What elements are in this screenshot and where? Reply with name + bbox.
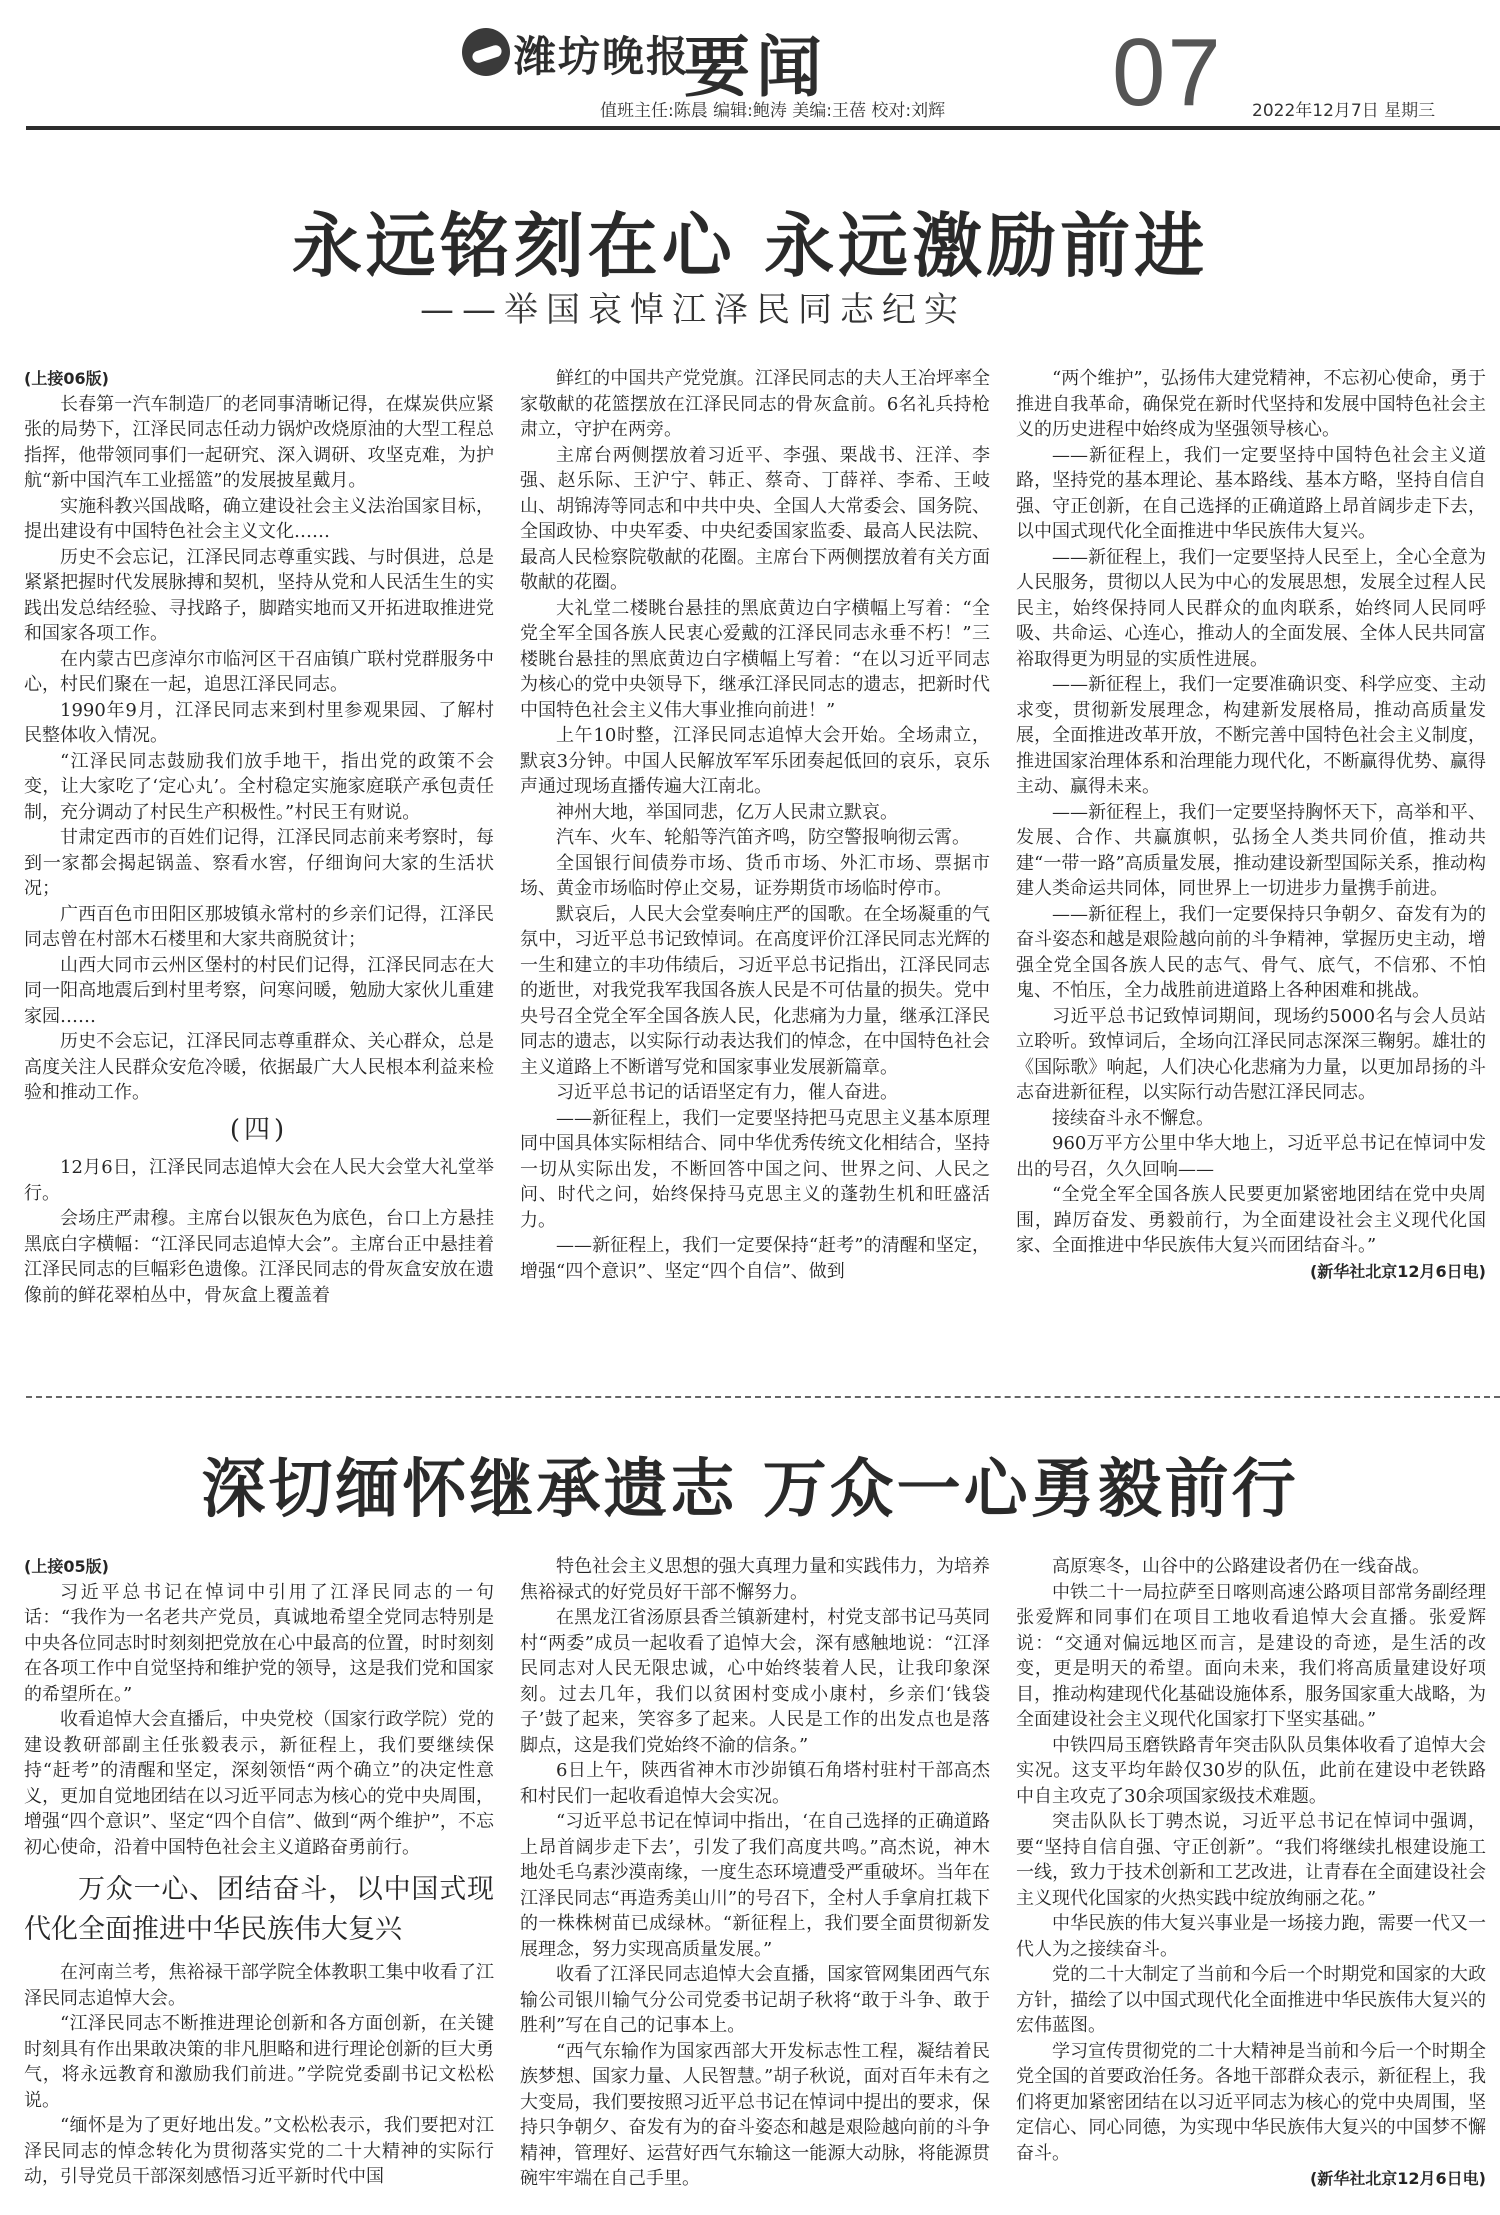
- paragraph: 广西百色市田阳区那坡镇永常村的乡亲们记得，江泽民同志曾在村部木石楼里和大家共商脱贫计；: [24, 903, 494, 950]
- paragraph: 在河南兰考，焦裕禄干部学院全体教职工集中收看了江泽民同志追悼大会。: [24, 1962, 494, 2009]
- paragraph: 中铁二十一局拉萨至日喀则高速公路项目部常务副经理张爱辉和同事们在项目工地收看追悼大会直播。张爱辉说：“交通对偏远地区而言，是建设的奇迹，是生活的改变，更是明天的希望。面向未来，我们将高质量建设好项目，推动构建现代化基础设施体系，服务国家重大战略，为全面建设社会主义现代化国家打下坚实基础。”: [1016, 1581, 1486, 1730]
- paragraph: 在内蒙古巴彦淖尔市临河区干召庙镇广联村党群服务中心，村民们聚在一起，追思江泽民同志。: [24, 648, 494, 695]
- newspaper-name: 潍坊晚报: [514, 32, 691, 81]
- article1-column-1: [24, 366, 494, 1376]
- newspaper-logo-icon: [462, 28, 510, 76]
- paragraph: “缅怀是为了更好地出发。”文松松表示，我们要把对江泽民同志的悼念转化为贯彻落实党的二十大精神的实际行动，引导党员干部深刻感悟习近平新时代中国: [24, 2115, 494, 2187]
- paragraph: 习近平总书记的话语坚定有力，催人奋进。: [556, 1082, 898, 1103]
- paragraph: “江泽民同志不断推进理论创新和各方面创新，在关键时刻具有作出果敢决策的非凡胆略和进行理论创新的巨大勇气，将永远教育和激励我们前进。”学院党委副书记文松松说。: [24, 2013, 494, 2111]
- paragraph: 山西大同市云州区堡村的村民们记得，江泽民同志在大同一阳高地震后到村里考察，问寒问暖，勉励大家伙儿重建家园……: [24, 954, 494, 1027]
- continued-from-tag: (上接05版): [24, 1557, 109, 1576]
- article2-column-1: [24, 1554, 494, 2215]
- paragraph: “江泽民同志鼓励我们放手地干，指出党的政策不会变，让大家吃了‘定心丸’。全村稳定实施家庭联产承包责任制，充分调动了村民生产积极性。”村民王有财说。: [24, 750, 494, 823]
- paragraph: “西气东输作为国家西部大开发标志性工程，凝结着民族梦想、国家力量、人民智慧。”胡子秋说，面对百年未有之大变局，我们要按照习近平总书记在悼词中提出的要求，保持只争朝夕、奋发有为的奋斗姿态和越是艰险越向前的斗争精神，管理好、运营好西气东输这一能源大动脉，将能源贯碗牢牢端在自己手里。: [520, 2040, 990, 2189]
- paragraph: 默哀后，人民大会堂奏响庄严的国歌。在全场凝重的气氛中，习近平总书记致悼词。在高度评价江泽民同志光辉的一生和建立的丰功伟绩后，习近平总书记指出，江泽民同志的逝世，对我党我军我国各族人民是不可估量的损失。党中央号召全党全军全国各族人民，化悲痛为力量，继承江泽民同志的遗志，以实际行动表达我们的悼念，在中国特色社会主义道路上不断谱写党和国家事业发展新篇章。: [520, 903, 990, 1078]
- paragraph: 960万平方公里中华大地上，习近平总书记在悼词中发出的号召，久久回响——: [1016, 1133, 1486, 1180]
- paragraph: 中华民族的伟大复兴事业是一场接力跑，需要一代又一代人为之接续奋斗。: [1016, 1913, 1486, 1960]
- article2-col1-after-paragraphs: [24, 1960, 494, 2190]
- staff-credits: 值班主任:陈晨 编辑:鲍涛 美编:王蓓 校对:刘辉: [600, 101, 946, 121]
- paragraph: 在黑龙江省汤原县香兰镇新建村，村党支部书记马英同村“两委”成员一起收看了追悼大会，深有感触地说：“江泽民同志对人民无限忠诚，心中始终装着人民，让我印象深刻。过去几年，我们以贫困村变成小康村，乡亲们‘钱袋子’鼓了起来，笑容多了起来。人民是工作的出发点也是落脚点，这是我们党始终不渝的信条。”: [520, 1607, 990, 1756]
- paragraph: 特色社会主义思想的强大真理力量和实践伟力，为培养焦裕禄式的好党员好干部不懈努力。: [520, 1556, 990, 1603]
- article1-col1-paragraphs: [24, 392, 494, 1106]
- article2-col2-paragraphs: [520, 1554, 990, 2192]
- paragraph: ——新征程上，我们一定要坚持把马克思主义基本原理同中国具体实际相结合、同中华优秀传统文化相结合，坚持一切从实际出发，不断回答中国之问、世界之问、人民之问、时代之问，始终保持马克思主义的蓬勃生机和旺盛活力。: [520, 1107, 990, 1231]
- article1-headline: 永远铭刻在心 永远激励前进: [291, 205, 1209, 287]
- paragraph: ——新征程上，我们一定要保持只争朝夕、奋发有为的奋斗姿态和越是艰险越向前的斗争精神，掌握历史主动，增强全党全国各族人民的志气、骨气、底气，不信邪、不怕鬼、不怕压，全力战胜前进道路上各种困难和挑战。: [1016, 903, 1486, 1001]
- article-divider: [26, 1396, 1500, 1398]
- continued-from-tag: (上接06版): [24, 369, 109, 388]
- article1-col3-paragraphs: [1016, 366, 1486, 1259]
- article1-col1-after-paragraphs: [24, 1155, 494, 1308]
- paragraph: ——新征程上，我们一定要准确识变、科学应变、主动求变，贯彻新发展理念，构建新发展格局，推动高质量发展，全面推进改革开放，不断完善中国特色社会主义制度，推进国家治理体系和治理能力现代化，不断赢得优势、赢得主动、赢得未来。: [1016, 674, 1486, 797]
- paragraph: ——新征程上，我们一定要坚持人民至上，全心全意为人民服务，贯彻以人民为中心的发展思想，发展全过程人民民主，始终保持同人民群众的血肉联系，始终同人民同呼吸、共命运、心连心，推动人的全面发展、全体人民共同富裕取得更为明显的实质性进展。: [1016, 546, 1486, 670]
- article2-col3-paragraphs: [1016, 1554, 1486, 2166]
- paragraph: ——新征程上，我们一定要坚持中国特色社会主义道路，坚持党的基本理论、基本路线、基本方略，坚持自信自强、守正创新，在自己选择的正确道路上昂首阔步走下去，以中国式现代化全面推进中华民族伟大复兴。: [1016, 444, 1486, 542]
- article2-column-3: [1016, 1554, 1486, 2215]
- section-marker: (四): [229, 1114, 289, 1145]
- paragraph: 学习宣传贯彻党的二十大精神是当前和今后一个时期全党全国的首要政治任务。各地干部群众表示，新征程上，我们将更加紧密团结在以习近平同志为核心的党中央周围，坚定信心、同心同德，为实现中华民族伟大复兴的中国梦不懈奋斗。: [1016, 2040, 1486, 2164]
- paragraph: 历史不会忘记，江泽民同志尊重实践、与时俱进，总是紧紧把握时代发展脉搏和契机，坚持从党和人民活生生的实践出发总结经验、寻找路子，脚踏实地而又开拓进取推进党和国家各项工作。: [24, 546, 494, 644]
- article2-source: (新华社北京12月6日电): [1309, 2169, 1486, 2188]
- article2-headline: 深切缅怀继承遗志 万众一心勇毅前行: [201, 1453, 1299, 1527]
- paragraph: 上午10时整，江泽民同志追悼大会开始。全场肃立，默哀3分钟。中国人民解放军军乐团奏起低回的哀乐，哀乐声通过现场直播传遍大江南北。: [520, 725, 990, 797]
- paragraph: 习近平总书记在悼词中引用了江泽民同志的一句话：“我作为一名老共产党员，真诚地希望全党同志特别是中央各位同志时时刻刻把党放在心中最高的位置，时时刻刻在各项工作中自觉坚持和维护党的领导，这是我们党和国家的希望所在。”: [24, 1581, 494, 1705]
- paragraph: 甘肃定西市的百姓们记得，江泽民同志前来考察时，每到一家都会揭起锅盖、察看水窖，仔细询问大家的生活状况；: [24, 827, 494, 899]
- paragraph: 鲜红的中国共产党党旗。江泽民同志的夫人王冶坪率全家敬献的花篮摆放在江泽民同志的骨灰盒前。6名礼兵持枪肃立，守护在两旁。: [520, 368, 990, 440]
- article1-col2-paragraphs: [520, 366, 990, 1284]
- article1-column-2: [520, 366, 990, 1376]
- paragraph: 1990年9月，江泽民同志来到村里参观果园、了解村民整体收入情况。: [24, 699, 494, 746]
- page-number: 07: [1112, 19, 1223, 126]
- paragraph: 12月6日，江泽民同志追悼大会在人民大会堂大礼堂举行。: [24, 1157, 494, 1204]
- paragraph: 全国银行间债券市场、货币市场、外汇市场、票据市场、黄金市场临时停止交易，证券期货市场临时停市。: [520, 852, 990, 899]
- issue-date: 2022年12月7日 星期三: [1252, 101, 1436, 121]
- paragraph: 党的二十大制定了当前和今后一个时期党和国家的大政方针，描绘了以中国式现代化全面推进中华民族伟大复兴的宏伟蓝图。: [1016, 1964, 1486, 2036]
- paragraph: 实施科教兴国战略，确立建设社会主义法治国家目标，提出建设有中国特色社会主义文化……: [24, 495, 494, 542]
- paragraph: 高原寒冬，山谷中的公路建设者仍在一线奋战。: [1052, 1556, 1430, 1577]
- paragraph: 主席台两侧摆放着习近平、李强、栗战书、汪洋、李强、赵乐际、王沪宁、韩正、蔡奇、丁薛祥、李希、王岐山、胡锦涛等同志和中共中央、全国人大常委会、国务院、全国政协、中央军委、中央纪委国家监委、最高人民法院、最高人民检察院敬献的花圈。主席台下两侧摆放着有关方面敬献的花圈。: [520, 444, 990, 593]
- paragraph: “全党全军全国各族人民要更加紧密地团结在党中央周围，踔厉奋发、勇毅前行，为全面建设社会主义现代化国家、全面推进中华民族伟大复兴而团结奋斗。”: [1016, 1184, 1486, 1256]
- paragraph: 接续奋斗永不懈怠。: [1052, 1107, 1214, 1129]
- paragraph: 6日上午，陕西省神木市沙峁镇石角塔村驻村干部高杰和村民们一起收看追悼大会实况。: [520, 1760, 990, 1807]
- paragraph: 会场庄严肃穆。主席台以银灰色为底色，台口上方悬挂黑底白字横幅：“江泽民同志追悼大会”。主席台正中悬挂着江泽民同志的巨幅彩色遗像。江泽民同志的骨灰盒安放在遗像前的鲜花翠柏丛中，骨灰盒上覆盖着: [24, 1208, 494, 1306]
- paragraph: 中铁四局玉磨铁路青年突击队队员集体收看了追悼大会实况。这支平均年龄仅30岁的队伍，此前在建设中老铁路中自主攻克了30余项国家级技术难题。: [1016, 1734, 1486, 1807]
- article1-source: (新华社北京12月6日电): [1309, 1261, 1486, 1281]
- paragraph: 收看了江泽民同志追悼大会直播，国家管网集团西气东输公司银川输气分公司党委书记胡子秋将“敢于斗争、敢于胜利”写在自己的记事本上。: [520, 1964, 990, 2036]
- paragraph: 大礼堂二楼眺台悬挂的黑底黄边白字横幅上写着：“全党全军全国各族人民衷心爱戴的江泽民同志永垂不朽！”三楼眺台悬挂的黑底黄边白字横幅上写着：“在以习近平同志为核心的党中央领导下，继承江泽民同志的遗志，把新时代中国特色社会主义伟大事业推向前进！”: [520, 597, 990, 721]
- paragraph: 习近平总书记致悼词期间，现场约5000名与会人员站立聆听。致悼词后，全场向江泽民同志深深三鞠躬。雄壮的《国际歌》响起，人们决心化悲痛为力量，以更加昂扬的斗志奋进新征程，以实际行动告慰江泽民同志。: [1016, 1005, 1486, 1103]
- article1-column-3: [1016, 366, 1486, 1376]
- article2-col1-paragraphs: [24, 1580, 494, 1861]
- section-name: 要闻: [684, 29, 828, 106]
- paragraph: 长春第一汽车制造厂的老同事清晰记得，在煤炭供应紧张的局势下，江泽民同志任动力锅炉改烧原油的大型工程总指挥，他带领同事们一起研究、深入调研、攻坚克难，为护航“新中国汽车工业摇篮”的发展披星戴月。: [24, 393, 494, 491]
- paragraph: “习近平总书记在悼词中指出，‘在自己选择的正确道路上昂首阔步走下去’，引发了我们高度共鸣。”高杰说，神木地处毛乌素沙漠南缘，一度生态环境遭受严重破坏。当年在江泽民同志“再造秀美山川”的号召下，全村人手拿肩扛栽下的一株株树苗已成绿林。“新征程上，我们要全面贯彻新发展理念，努力实现高质量发展。”: [520, 1811, 990, 1960]
- paragraph: 收看追悼大会直播后，中央党校（国家行政学院）党的建设教研部副主任张毅表示，新征程上，我们要继续保持“赶考”的清醒和坚定，深刻领悟“两个确立”的决定性意义，更加自觉地团结在以习近平同志为核心的党中央周围，增强“四个意识”、坚定“四个自信”、做到“两个维护”，不忘初心使命，沿着中国特色社会主义道路奋勇前行。: [24, 1709, 494, 1858]
- paragraph: ——新征程上，我们一定要坚持胸怀天下，高举和平、发展、合作、共赢旗帜，弘扬全人类共同价值，推动共建“一带一路”高质量发展，推动建设新型国际关系，推动构建人类命运共同体，同世界上一切进步力量携手前进。: [1016, 801, 1486, 899]
- paragraph: 神州大地，举国同悲，亿万人民肃立默哀。: [556, 801, 898, 823]
- paragraph: 历史不会忘记，江泽民同志尊重群众、关心群众，总是高度关注人民群众安危冷暖，依据最广大人民根本利益来检验和推动工作。: [24, 1031, 494, 1103]
- paragraph: “两个维护”，弘扬伟大建党精神，不忘初心使命，勇于推进自我革命，确保党在新时代坚持和发展中国特色社会主义的历史进程中始终成为坚强领导核心。: [1016, 368, 1486, 440]
- masthead-rule: [26, 126, 1500, 130]
- article2-column-2: [520, 1554, 990, 2215]
- paragraph: 汽车、火车、轮船等汽笛齐鸣，防空警报响彻云霄。: [556, 827, 970, 848]
- pull-quote: 万众一心、团结奋斗，以中国式现代化全面推进中华民族伟大复兴: [24, 1874, 494, 1945]
- paragraph: 突击队队长丁骋杰说，习近平总书记在悼词中强调，要“坚持自信自强、守正创新”。“我们将继续扎根建设施工一线，致力于技术创新和工艺改进，让青春在全面建设社会主义现代化国家的火热实践中绽放绚丽之花。”: [1016, 1811, 1486, 1909]
- masthead: [0, 0, 1500, 132]
- paragraph: ——新征程上，我们一定要保持“赶考”的清醒和坚定，增强“四个意识”、坚定“四个自信”、做到: [520, 1235, 990, 1282]
- article1-subheadline: ——举国哀悼江泽民同志纪实: [420, 290, 966, 330]
